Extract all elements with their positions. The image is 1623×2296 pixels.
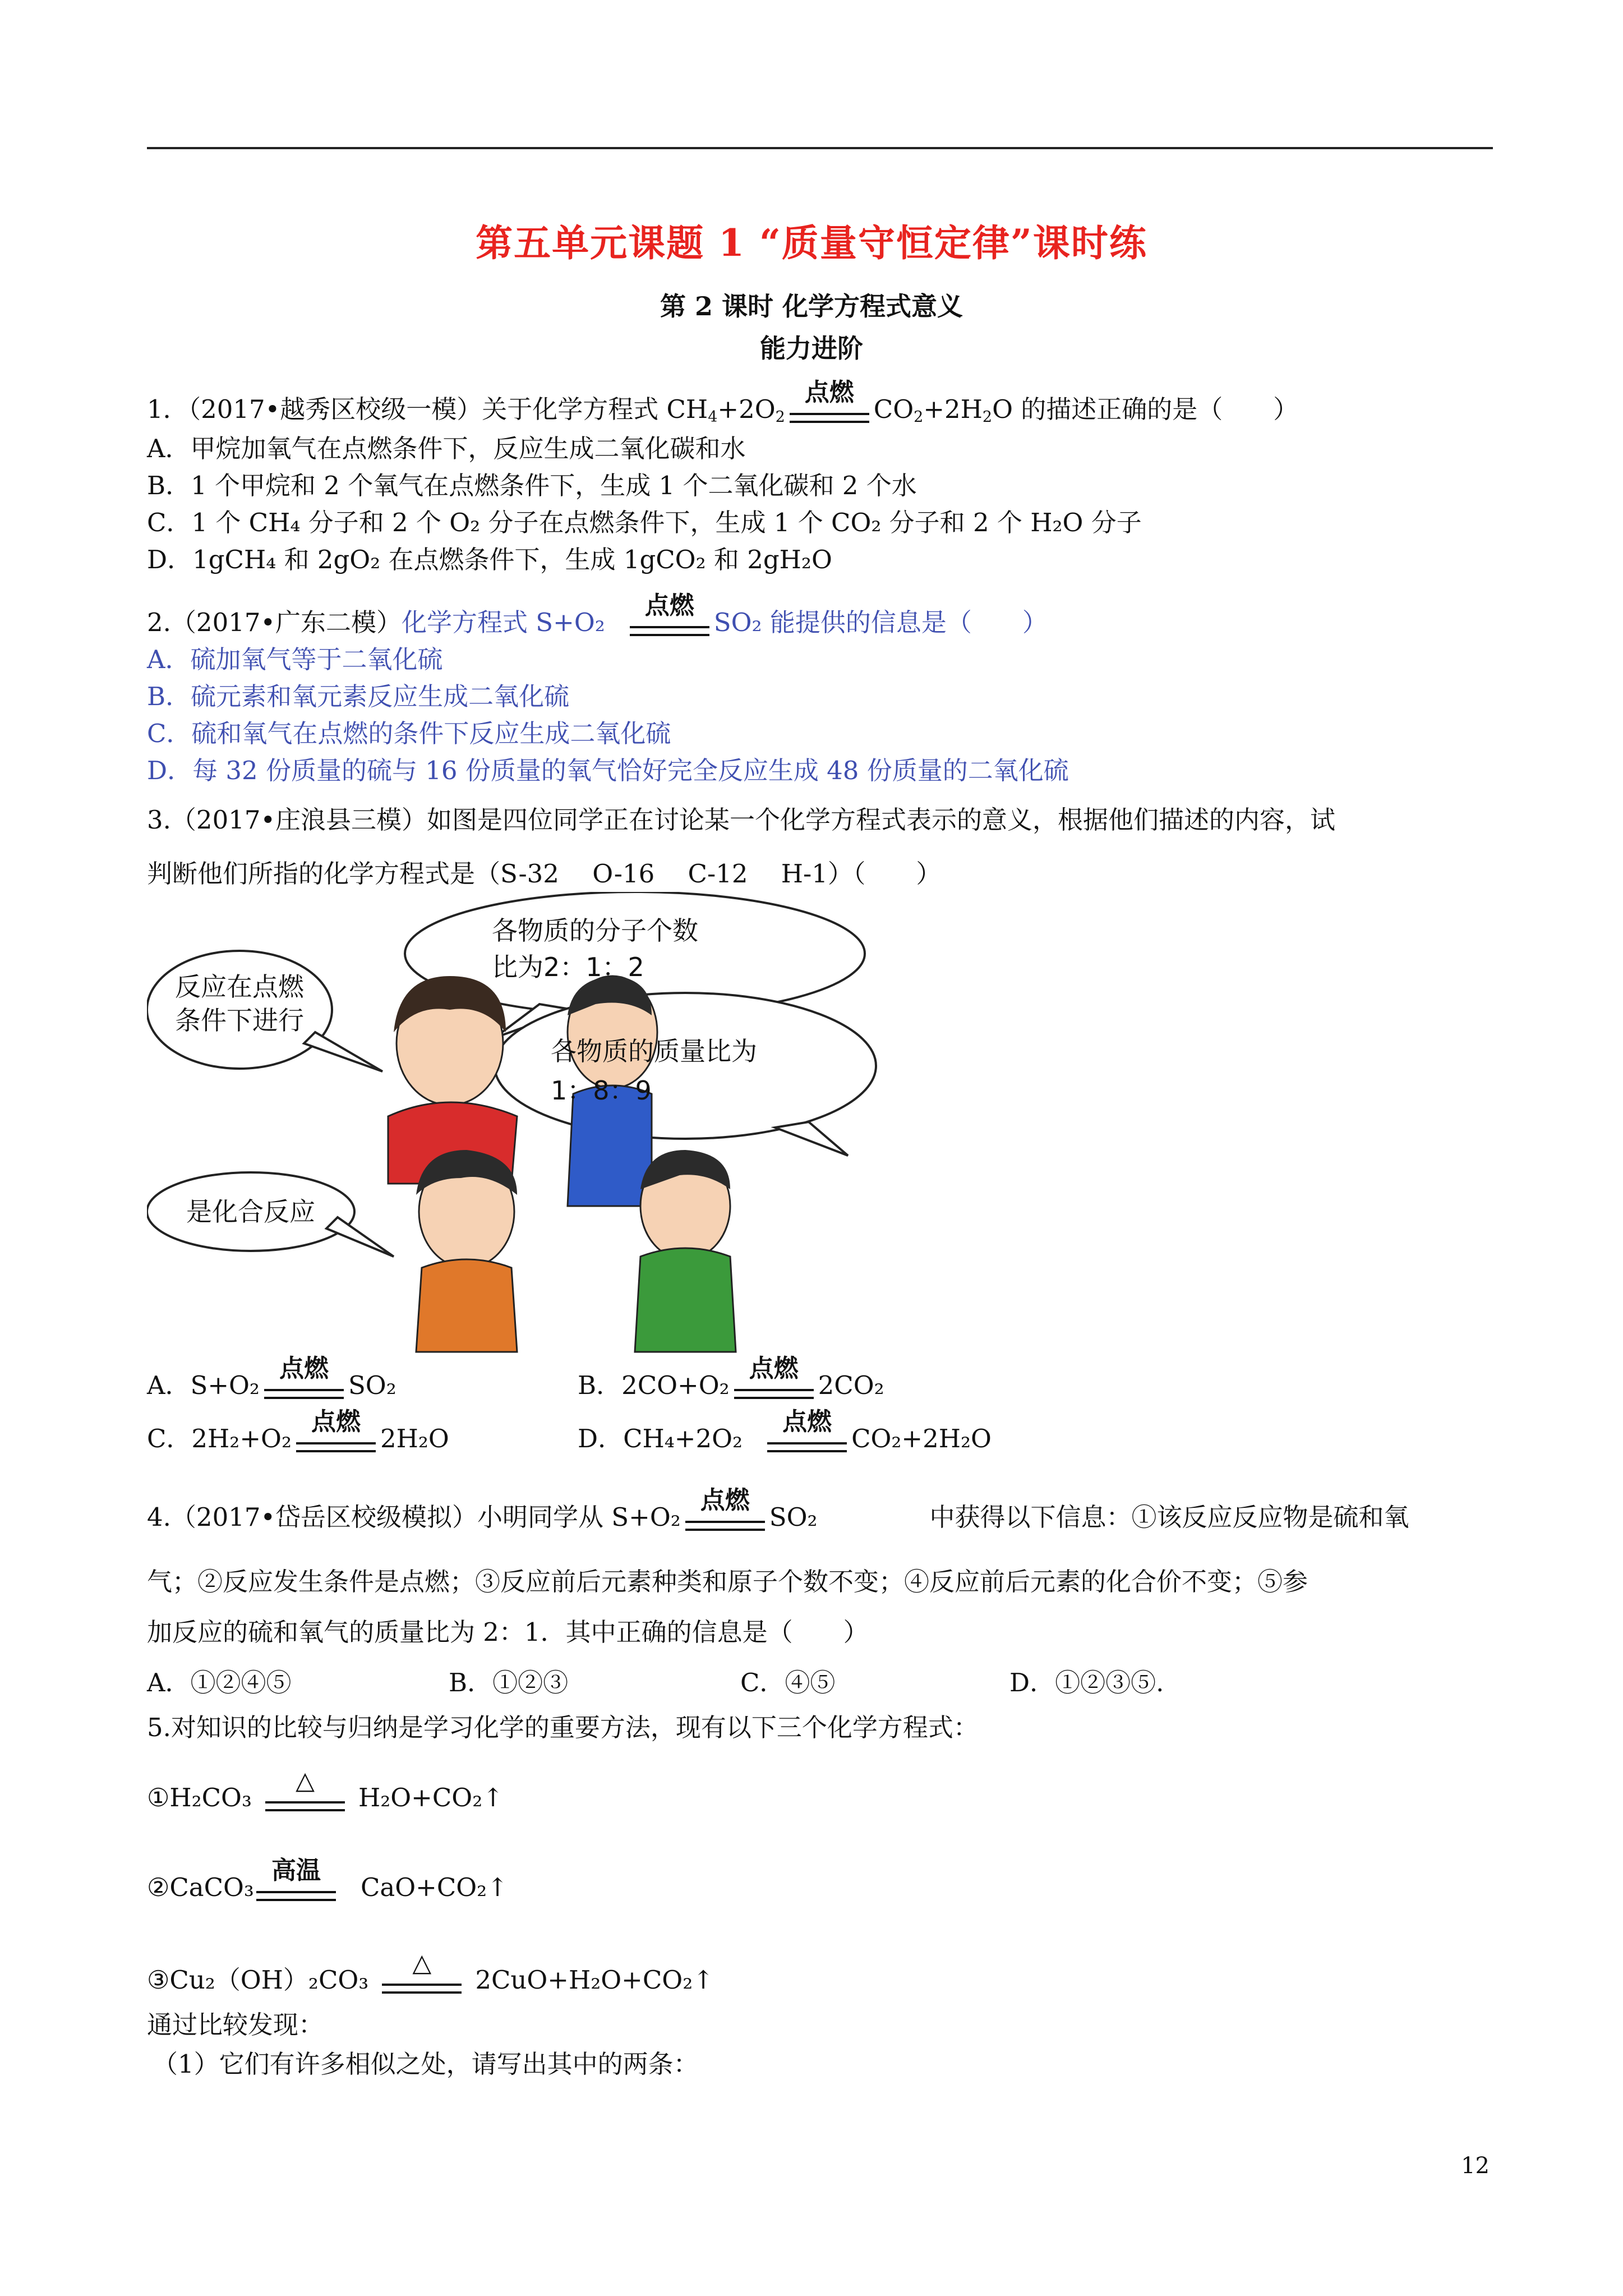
student-boy-green-shirt (635, 1150, 736, 1352)
q1-option-b: B．1 个甲烷和 2 个氧气在点燃条件下，生成 1 个二氧化碳和 2 个水 (147, 471, 917, 500)
bubble4-text: 是化合反应 (186, 1197, 315, 1227)
bubble3-line2: 1：8：9 (551, 1075, 652, 1106)
q1-option-a: A．甲烷加氧气在点燃条件下，反应生成二氧化碳和水 (147, 434, 746, 463)
reaction-arrow: 点燃 (628, 608, 712, 642)
reaction-arrow: △ (263, 1783, 347, 1817)
bubble1-line1: 反应在点燃 (175, 972, 304, 1002)
q2-stem: 2.（2017•广东二模）化学方程式 S+O₂ 点燃 SO₂ 能提供的信息是（ ） (147, 606, 1048, 642)
q4-stem-line1: 4.（2017•岱岳区校级模拟）小明同学从 S+O₂ 点燃 SO₂ 中获得以下信息：①该反应反应物是硫和氧 (147, 1501, 1409, 1536)
reaction-arrow: 点燃 (765, 1424, 849, 1458)
q5-equation-2: ②CaCO₃ 高温 CaO+CO₂↑ (147, 1871, 508, 1907)
q3-option-d: D．CH₄+2O₂ 点燃 CO₂+2H₂O (578, 1422, 992, 1458)
q1-option-c: C．1 个 CH₄ 分子和 2 个 O₂ 分子在点燃条件下，生成 1 个 CO₂ 分子和 2 个 H₂O 分子 (147, 508, 1142, 537)
q2-option-c: C．硫和氧气在点燃的条件下反应生成二氧化硫 (147, 719, 671, 748)
reaction-arrow: 点燃 (294, 1424, 378, 1458)
q3-option-c: C．2H₂+O₂ 点燃 2H₂O (147, 1422, 449, 1458)
reaction-arrow: △ (380, 1966, 464, 1999)
q2-option-b: B．硫元素和氧元素反应生成二氧化硫 (147, 682, 570, 711)
speech-bubble-3 (495, 993, 876, 1156)
bubble1-line2: 条件下进行 (175, 1005, 304, 1036)
q1-option-d: D．1gCH₄ 和 2gO₂ 在点燃条件下，生成 1gCO₂ 和 2gH₂O (147, 545, 832, 574)
q5-equation-1: ①H₂CO₃ △ H₂O+CO₂↑ (147, 1781, 504, 1817)
page-title: 第五单元课题 1 “质量守恒定律”课时练 (476, 221, 1147, 265)
q5-subquestion-1: （1）它们有许多相似之处，请写出其中的两条： (153, 2049, 699, 2079)
q4-option-a: A．①②④⑤ (147, 1668, 292, 1697)
q4-option-b: B．①②③ (449, 1668, 569, 1697)
reaction-arrow: 点燃 (732, 1371, 816, 1405)
q5-compare: 通过比较发现： (147, 2010, 324, 2040)
discussion-illustration (147, 892, 1100, 1358)
q3-stem-line2: 判断他们所指的化学方程式是（S-32 O-16 C-12 H-1）（ ） (147, 859, 942, 889)
section-subtitle: 能力进阶 (760, 333, 863, 364)
page-number: 12 (1461, 2153, 1490, 2179)
bubble3-line1: 各物质的质量比为 (551, 1036, 757, 1066)
bubble2-line2: 比为2：1：2 (492, 952, 644, 982)
q4-option-c: C．④⑤ (740, 1668, 836, 1697)
student-girl-orange-shirt (416, 1150, 517, 1352)
reaction-arrow: 点燃 (262, 1371, 346, 1405)
q4-stem-line3: 加反应的硫和氧气的质量比为 2：1．其中正确的信息是（ ） (147, 1617, 869, 1647)
q4-stem-line2: 气；②反应发生条件是点燃；③反应前后元素种类和原子个数不变；④反应前后元素的化合价不变；⑤参 (147, 1567, 1308, 1596)
lesson-subtitle: 第 2 课时 化学方程式意义 (660, 291, 963, 321)
reaction-arrow: 点燃 (683, 1503, 767, 1536)
q3-stem-line1: 3.（2017•庄浪县三模）如图是四位同学正在讨论某一个化学方程式表示的意义，根据他们描述的内容，试 (147, 805, 1336, 835)
reaction-arrow: 点燃 (787, 395, 872, 429)
q4-option-d: D．①②③⑤. (1009, 1668, 1164, 1697)
reaction-arrow: 高温 (254, 1873, 338, 1907)
q5-stem: 5.对知识的比较与归纳是学习化学的重要方法，现有以下三个化学方程式： (147, 1713, 979, 1742)
q2-option-d: D．每 32 份质量的硫与 16 份质量的氧气恰好完全反应生成 48 份质量的二氧化硫 (147, 756, 1069, 785)
q3-option-a: A．S+O₂ 点燃 SO₂ (147, 1369, 396, 1405)
q5-equation-3: ③Cu₂（OH）₂CO₃ △ 2CuO+H₂O+CO₂↑ (147, 1963, 714, 1999)
bubble2-line1: 各物质的分子个数 (492, 915, 698, 946)
q3-option-b: B．2CO+O₂ 点燃 2CO₂ (578, 1369, 884, 1405)
q2-option-a: A．硫加氧气等于二氧化硫 (147, 645, 443, 674)
header-rule (147, 147, 1493, 149)
q1-stem: 1．（2017•越秀区校级一模）关于化学方程式 $CH_4+2O_2$ 点燃 $CO_2+2H_2O$ 的描述正确的是（ ） (147, 393, 1298, 434)
